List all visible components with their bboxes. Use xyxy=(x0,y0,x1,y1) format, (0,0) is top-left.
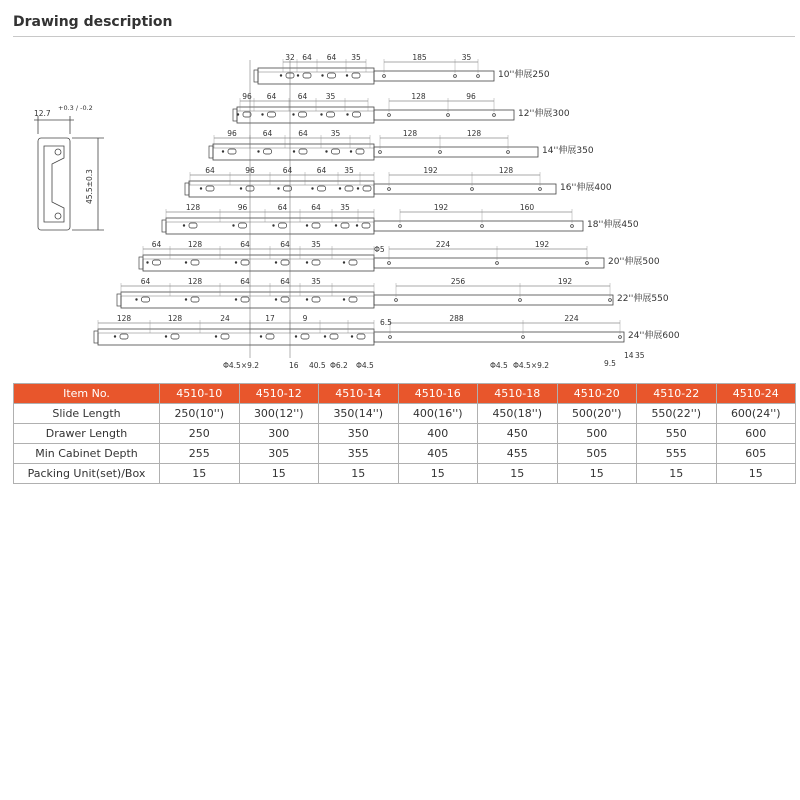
rail-hole xyxy=(306,261,308,263)
callout-dim-35: 35 xyxy=(635,351,645,360)
rail-inner-member xyxy=(98,329,374,345)
table-cell: 500 xyxy=(557,424,637,444)
rail-slot xyxy=(349,260,357,265)
rail-end-cap xyxy=(209,146,213,158)
dimension-label: 64 xyxy=(240,277,250,286)
dimension-label: 64 xyxy=(277,203,288,212)
outer-hole xyxy=(395,299,398,302)
rail-inner-member xyxy=(258,68,374,84)
table-cell: 15 xyxy=(239,464,319,484)
table-header-row xyxy=(14,384,796,404)
dimension-label: 17 xyxy=(265,314,275,323)
rail-hole xyxy=(185,261,187,263)
rail-hole xyxy=(277,187,279,189)
model-label: 12''伸展300 xyxy=(518,109,570,119)
dimension-label: 128 xyxy=(498,166,514,175)
model-label: 20''伸展500 xyxy=(608,257,660,267)
rail-slot xyxy=(357,334,365,339)
rail-outer-member xyxy=(374,71,494,81)
dimension-label: 192 xyxy=(534,240,550,249)
table-cell: 450 xyxy=(478,424,558,444)
model-label: 24''伸展600 xyxy=(628,331,680,341)
outer-hole xyxy=(388,262,391,265)
callout-phi5: Φ5 xyxy=(374,245,385,254)
dimension-label: 96 xyxy=(466,92,476,101)
rail-hole xyxy=(320,113,322,115)
rail-hole xyxy=(240,187,242,189)
outer-hole xyxy=(522,336,525,339)
dimension-label: 160 xyxy=(519,203,535,212)
rail-outer-member xyxy=(374,221,583,231)
callout-dim-9-5: 9.5 xyxy=(604,359,616,368)
table-cell: 455 xyxy=(478,444,558,464)
dimension-label: 35 xyxy=(461,53,472,62)
rail-slot xyxy=(241,297,249,302)
table-cell: 15 xyxy=(637,464,717,484)
rail-hole xyxy=(235,298,237,300)
table-cell: 600 xyxy=(716,424,796,444)
table-cell: 350 xyxy=(319,424,399,444)
dimension-label: 64 xyxy=(297,92,308,101)
rail-hole xyxy=(165,335,167,337)
outer-hole xyxy=(496,262,499,265)
outer-hole xyxy=(379,151,382,154)
rail-slot xyxy=(281,260,289,265)
table-cell: 15 xyxy=(319,464,399,484)
rail-slot xyxy=(241,260,249,265)
rail-slot xyxy=(120,334,128,339)
spec-table xyxy=(13,383,796,484)
rail-hole xyxy=(146,261,148,263)
outer-hole xyxy=(383,75,386,78)
rail-slot xyxy=(328,73,336,78)
rail-slot xyxy=(345,186,353,191)
table-cell: 550(22'') xyxy=(637,404,717,424)
rail-slot xyxy=(189,223,197,228)
rail-slot xyxy=(332,149,340,154)
row-label: Packing Unit(set)/Box xyxy=(14,464,160,484)
rail-slot xyxy=(352,73,360,78)
rail-hole xyxy=(325,150,327,152)
rail-hole xyxy=(357,187,359,189)
dimension-label: 35 xyxy=(330,129,341,138)
dimension-label: 128 xyxy=(187,277,203,286)
table-row xyxy=(14,444,796,464)
dimension-label: 96 xyxy=(242,92,252,101)
rail-hole xyxy=(350,150,352,152)
row-label: Drawer Length xyxy=(14,424,160,444)
table-cell: 305 xyxy=(239,444,319,464)
rail-hole xyxy=(346,113,348,115)
rail-slot xyxy=(303,73,311,78)
rail-outer-member xyxy=(374,110,514,120)
rail-slot xyxy=(301,334,309,339)
dimension-label: 35 xyxy=(351,53,361,62)
rail-slot xyxy=(299,149,307,154)
outer-hole xyxy=(388,188,391,191)
table-cell: 15 xyxy=(160,464,240,484)
outer-hole xyxy=(447,114,450,117)
table-cell: 600(24'') xyxy=(716,404,796,424)
rail-slot xyxy=(239,223,247,228)
table-cell: 350(14'') xyxy=(319,404,399,424)
rail-slot xyxy=(266,334,274,339)
row-label: Min Cabinet Depth xyxy=(14,444,160,464)
outer-hole xyxy=(571,225,574,228)
rail-hole xyxy=(275,298,277,300)
dimension-label: 96 xyxy=(227,129,237,138)
dimension-label: 185 xyxy=(412,53,427,62)
table-cell: 250 xyxy=(160,424,240,444)
model-label: 10''伸展250 xyxy=(498,70,550,80)
dimension-label: 128 xyxy=(411,92,426,101)
callout-dim-16: 16 xyxy=(289,361,299,370)
table-row xyxy=(14,404,796,424)
table-cell: 300 xyxy=(239,424,319,444)
rail-end-cap xyxy=(162,220,166,232)
rail-slot xyxy=(191,260,199,265)
rail-slot xyxy=(191,297,199,302)
rail-slot xyxy=(228,149,236,154)
model-label: 18''伸展450 xyxy=(587,220,639,230)
profile-inner xyxy=(44,146,64,222)
rail-end-cap xyxy=(254,70,258,82)
dimension-label: 35 xyxy=(325,92,336,101)
outer-hole xyxy=(586,262,589,265)
rail-outer-member xyxy=(374,332,624,342)
dimension-label: 128 xyxy=(466,129,482,138)
rail-outer-member xyxy=(374,147,538,157)
rail-hole xyxy=(306,298,308,300)
profile-height-label: 45.5±0.3 xyxy=(85,169,94,204)
rail-inner-member xyxy=(143,255,374,271)
rail-hole xyxy=(235,261,237,263)
rail-inner-member xyxy=(189,181,374,197)
outer-hole xyxy=(477,75,480,78)
table-row xyxy=(14,424,796,444)
outer-hole xyxy=(493,114,496,117)
rail-hole xyxy=(295,335,297,337)
rail-slot xyxy=(312,223,320,228)
dimension-label: 192 xyxy=(423,166,438,175)
column-header: 4510-10 xyxy=(160,384,240,404)
dimension-label: 192 xyxy=(433,203,449,212)
dimension-label: 64 xyxy=(266,92,277,101)
page-title: Drawing description xyxy=(13,14,173,30)
rail-hole xyxy=(306,224,308,226)
callout-phi6-2: Φ6.2 xyxy=(330,361,348,370)
row-label: Slide Length xyxy=(14,404,160,424)
rail-hole xyxy=(232,224,234,226)
dimension-label: 35 xyxy=(340,203,350,212)
rail-slot xyxy=(206,186,214,191)
rail-end-cap xyxy=(233,109,237,121)
outer-hole xyxy=(539,188,542,191)
model-label: 22''伸展550 xyxy=(617,294,669,304)
dimension-label: 128 xyxy=(116,314,132,323)
rail-hole xyxy=(261,113,263,115)
outer-hole xyxy=(388,114,391,117)
table-cell: 15 xyxy=(716,464,796,484)
rail-hole xyxy=(343,261,345,263)
table-body xyxy=(14,404,796,484)
dimension-label: 64 xyxy=(311,203,321,212)
rail-end-cap xyxy=(94,331,98,343)
rail-hole xyxy=(356,224,358,226)
dimension-label: 128 xyxy=(402,129,418,138)
table-cell: 555 xyxy=(637,444,717,464)
rail-slot xyxy=(341,223,349,228)
outer-hole xyxy=(471,188,474,191)
rail-drawings xyxy=(94,53,680,358)
dimension-label: 64 xyxy=(316,166,327,175)
rail-slot xyxy=(356,149,364,154)
dimension-label: 64 xyxy=(240,240,250,249)
rail-outer-member xyxy=(374,295,613,305)
rail-slot xyxy=(363,186,371,191)
dimension-label: 9 xyxy=(302,314,308,323)
column-header: 4510-12 xyxy=(239,384,319,404)
rail-slot xyxy=(362,223,370,228)
callout-hole-right: Φ4.5 xyxy=(490,361,508,370)
table-row xyxy=(14,464,796,484)
dimension-label: 64 xyxy=(302,53,312,62)
table-cell: 255 xyxy=(160,444,240,464)
rail-inner-member xyxy=(121,292,374,308)
rail-slot xyxy=(299,112,307,117)
table-cell: 550 xyxy=(637,424,717,444)
rail-hole xyxy=(351,335,353,337)
callout-edge-6-5: 6.5 xyxy=(380,318,392,327)
dimension-label: 24 xyxy=(220,314,230,323)
profile-outline xyxy=(38,138,70,230)
rail-slot xyxy=(142,297,150,302)
dimension-label: 64 xyxy=(140,277,151,286)
rail-hole xyxy=(297,74,299,76)
dimension-label: 64 xyxy=(298,129,308,138)
column-header: 4510-22 xyxy=(637,384,717,404)
dimension-label: 35 xyxy=(344,166,354,175)
dimension-label: 32 xyxy=(285,53,295,62)
rail-hole xyxy=(215,335,217,337)
outer-hole xyxy=(389,336,392,339)
outer-hole xyxy=(454,75,457,78)
rail-slot xyxy=(153,260,161,265)
column-header: 4510-20 xyxy=(557,384,637,404)
rail-outer-member xyxy=(374,258,604,268)
rail-slot xyxy=(221,334,229,339)
rail-hole xyxy=(260,335,262,337)
table-cell: 505 xyxy=(557,444,637,464)
rail-slot xyxy=(281,297,289,302)
dimension-label: 64 xyxy=(262,129,273,138)
table-cell: 400 xyxy=(398,424,478,444)
rail-inner-member xyxy=(237,107,374,123)
rail-slot xyxy=(264,149,272,154)
model-label: 14''伸展350 xyxy=(542,146,594,156)
rail-outer-member xyxy=(374,184,556,194)
rail-slot xyxy=(268,112,276,117)
ball-top xyxy=(55,149,61,155)
outer-hole xyxy=(609,299,612,302)
dimension-label: 64 xyxy=(282,166,293,175)
rail-slot xyxy=(349,297,357,302)
rail-hole xyxy=(200,187,202,189)
table-cell: 300(12'') xyxy=(239,404,319,424)
rail-end-cap xyxy=(117,294,121,306)
ball-bottom xyxy=(55,213,61,219)
table-cell: 15 xyxy=(557,464,637,484)
rail-slot xyxy=(284,186,292,191)
rail-slot xyxy=(279,223,287,228)
dimension-label: 35 xyxy=(311,240,321,249)
dimension-label: 64 xyxy=(280,240,290,249)
rail-hole xyxy=(257,150,259,152)
rail-hole xyxy=(324,335,326,337)
rail-hole xyxy=(114,335,116,337)
outer-hole xyxy=(481,225,484,228)
rail-hole xyxy=(272,224,274,226)
rail-hole xyxy=(321,74,323,76)
outer-hole xyxy=(519,299,522,302)
rail-slot xyxy=(312,297,320,302)
hole-callouts xyxy=(223,245,645,370)
dimension-label: 96 xyxy=(245,166,255,175)
drawing-canvas xyxy=(0,0,800,380)
outer-hole xyxy=(439,151,442,154)
callout-dim-14: 14 xyxy=(624,351,634,360)
dimension-label: 128 xyxy=(187,240,203,249)
rail-hole xyxy=(339,187,341,189)
rail-slot xyxy=(327,112,335,117)
table-cell: 355 xyxy=(319,444,399,464)
rail-slot xyxy=(318,186,326,191)
rail-hole xyxy=(343,298,345,300)
table-cell: 250(10'') xyxy=(160,404,240,424)
rail-hole xyxy=(222,150,224,152)
rail-hole xyxy=(280,74,282,76)
dimension-label: 64 xyxy=(280,277,290,286)
callout-phi4-5: Φ4.5 xyxy=(356,361,374,370)
column-header: 4510-14 xyxy=(319,384,399,404)
dimension-label: 224 xyxy=(435,240,451,249)
table-cell: 450(18'') xyxy=(478,404,558,424)
dimension-label: 288 xyxy=(449,314,464,323)
dimension-label: 128 xyxy=(167,314,183,323)
rail-hole xyxy=(237,113,239,115)
callout-dim-40-5: 40.5 xyxy=(309,361,326,370)
rail-hole xyxy=(185,298,187,300)
dimension-label: 128 xyxy=(185,203,201,212)
table-cell: 500(20'') xyxy=(557,404,637,424)
profile-width-label: 12.7 xyxy=(34,109,51,118)
outer-hole xyxy=(507,151,510,154)
rail-slot xyxy=(353,112,361,117)
table-cell: 15 xyxy=(398,464,478,484)
dimension-label: 64 xyxy=(205,166,215,175)
rail-hole xyxy=(292,113,294,115)
profile-width-tolerance: +0.3 / -0.2 xyxy=(58,104,93,112)
dimension-label: 192 xyxy=(557,277,573,286)
dimension-label: 35 xyxy=(311,277,321,286)
rail-hole xyxy=(275,261,277,263)
outer-hole xyxy=(619,336,622,339)
dimension-label: 64 xyxy=(151,240,162,249)
column-header: Item No. xyxy=(14,384,160,404)
callout-hole-slot-right: Φ4.5×9.2 xyxy=(513,361,550,370)
table-cell: 405 xyxy=(398,444,478,464)
dimension-label: 256 xyxy=(450,277,466,286)
column-header: 4510-24 xyxy=(716,384,796,404)
outer-hole xyxy=(399,225,402,228)
rail-hole xyxy=(183,224,185,226)
callout-hole-slot-left: Φ4.5×9.2 xyxy=(223,361,260,370)
model-label: 16''伸展400 xyxy=(560,183,612,193)
dimension-label: 64 xyxy=(326,53,337,62)
table-cell: 605 xyxy=(716,444,796,464)
rail-slot xyxy=(330,334,338,339)
rail-end-cap xyxy=(185,183,189,195)
rail-end-cap xyxy=(139,257,143,269)
rail-slot xyxy=(312,260,320,265)
dimension-label: 224 xyxy=(564,314,579,323)
rail-hole xyxy=(346,74,348,76)
table-cell: 15 xyxy=(478,464,558,484)
rail-hole xyxy=(335,224,337,226)
column-header: 4510-16 xyxy=(398,384,478,404)
column-header: 4510-18 xyxy=(478,384,558,404)
table-cell: 400(16'') xyxy=(398,404,478,424)
rail-hole xyxy=(135,298,137,300)
rail-hole xyxy=(311,187,313,189)
rail-slot xyxy=(171,334,179,339)
dimension-label: 96 xyxy=(237,203,248,212)
rail-hole xyxy=(293,150,295,152)
